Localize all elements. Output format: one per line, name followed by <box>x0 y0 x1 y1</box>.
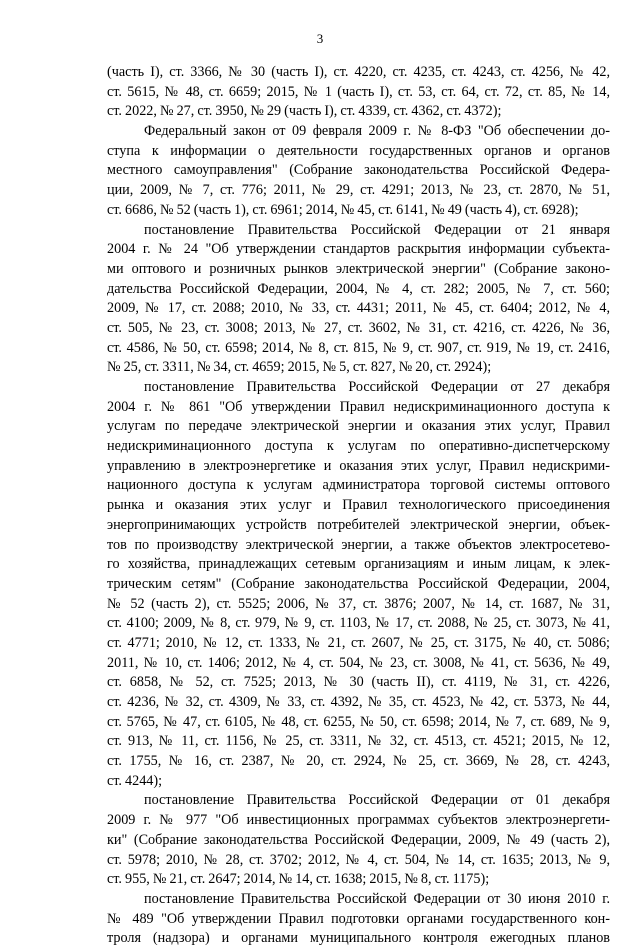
text-line: ст. 4244); <box>107 772 163 789</box>
text-line: тов по производству электрической энергии, а также объектов электросетево- <box>107 536 610 553</box>
text-line: ки" (Собрание законодательства Российской Федерации, 2009, № 49 (часть 2), <box>107 831 610 848</box>
text-line: трическим сетям" (Собрание законодательства Российской Федерации, 2004, <box>107 575 610 592</box>
text-line: ст. 5615, № 48, ст. 6659; 2015, № 1 (часть I), ст. 53, ст. 64, ст. 72, ст. 85, № 14, <box>107 83 610 100</box>
text-line: 2004 г. № 24 "Об утверждении стандартов раскрытия информации субъекта- <box>107 241 610 258</box>
text-line: № 52 (часть 2), ст. 5525; 2006, № 37, ст. 3876; 2007, № 14, ст. 1687, № 31, <box>107 595 610 612</box>
text-line: ст. 4236, № 32, ст. 4309, № 33, ст. 4392, № 35, ст. 4523, № 42, ст. 5373, № 44, <box>107 694 610 710</box>
document-body <box>107 63 610 949</box>
text-line: услугам по передаче электрической энергии и оказания этих услуг, Правил <box>107 418 610 435</box>
text-line: дательства Российской Федерации, 2004, № 4, ст. 282; 2005, № 7, ст. 560; <box>107 280 610 297</box>
paragraph-first-line: постановление Правительства Российской Федерации от 30 июня 2010 г. <box>144 890 610 907</box>
text-line: ступа к информации о деятельности государственных органов и органов <box>107 142 610 159</box>
text-line: ст. 6858, № 52, ст. 7525; 2013, № 30 (часть II), ст. 4119, № 31, ст. 4226, <box>107 674 610 691</box>
text-line: № 489 "Об утверждении Правил подготовки органами государственного кон- <box>107 910 610 927</box>
paragraph-first-line: постановление Правительства Российской Федерации от 01 декабря <box>144 792 610 809</box>
text-line: ст. 2022, № 27, ст. 3950, № 29 (часть I), ст. 4339, ст. 4362, ст. 4372); <box>107 103 502 120</box>
text-line: троля (надзора) и органами муниципального контроля ежегодных планов <box>107 930 610 947</box>
text-line: го хозяйства, принадлежащих сетевым организациям и иным лицам, к элек- <box>107 556 610 573</box>
text-line: ст. 4586, № 50, ст. 6598; 2014, № 8, ст. 815, № 9, ст. 907, ст. 919, № 19, ст. 2416, <box>107 339 610 356</box>
text-line: ст. 5765, № 47, ст. 6105, № 48, ст. 6255, № 50, ст. 6598; 2014, № 7, ст. 689, № 9, <box>107 713 610 730</box>
text-line: № 25, ст. 3311, № 34, ст. 4659; 2015, № 5, ст. 827, № 20, ст. 2924); <box>107 359 492 376</box>
text-line: рынка и оказания этих услуг и Правил технологического присоединения <box>107 497 610 514</box>
text-line: 2011, № 10, ст. 1406; 2012, № 4, ст. 504, № 23, ст. 3008, № 41, ст. 5636, № 49, <box>107 654 610 671</box>
text-line: 2009, № 17, ст. 2088; 2010, № 33, ст. 4431; 2011, № 45, ст. 6404; 2012, № 4, <box>107 300 610 317</box>
text-line: управлению в электроэнергетике и оказания этих услуг, Правил недискрими- <box>107 457 610 474</box>
text-line: национного доступа к услугам администратора торговой системы оптового <box>107 477 610 494</box>
text-line: недискриминационного доступа к услугам по оперативно-диспетчерскому <box>107 438 610 455</box>
text-line: местного самоуправления" (Собрание законодательства Российской Федера- <box>107 162 610 179</box>
text-line: ст. 1755, № 16, ст. 2387, № 20, ст. 2924, № 25, ст. 3669, № 28, ст. 4243, <box>107 753 610 770</box>
text-line: 2009 г. № 977 "Об инвестиционных программах субъектов электроэнергети- <box>107 812 610 829</box>
page-number: 3 <box>316 31 324 46</box>
text-line: энергопринимающих устройств потребителей электрической энергии, объек- <box>107 516 610 533</box>
paragraph-first-line: постановление Правительства Российской Федерации от 27 декабря <box>144 379 610 395</box>
text-line: ст. 4771; 2010, № 12, ст. 1333, № 21, ст. 2607, № 25, ст. 3175, № 40, ст. 5086; <box>107 634 610 651</box>
text-line: ст. 505, № 23, ст. 3008; 2013, № 27, ст. 3602, № 31, ст. 4216, ст. 4226, № 36, <box>107 319 610 336</box>
text-line: ции, 2009, № 7, ст. 776; 2011, № 29, ст. 4291; 2013, № 23, ст. 2870, № 51, <box>107 182 610 199</box>
text-line: ст. 913, № 11, ст. 1156, № 25, ст. 3311, № 32, ст. 4513, ст. 4521; 2015, № 12, <box>107 733 610 750</box>
paragraph-first-line: постановление Правительства Российской Федерации от 21 января <box>144 221 610 238</box>
text-line: (часть I), ст. 3366, № 30 (часть I), ст. 4220, ст. 4235, ст. 4243, ст. 4256, № 42, <box>107 64 610 80</box>
text-line: 2004 г. № 861 "Об утверждении Правил недискриминационного доступа к <box>107 398 610 415</box>
text-line: ст. 4100; 2009, № 8, ст. 979, № 9, ст. 1103, № 17, ст. 2088, № 25, ст. 3073, № 41, <box>107 615 610 632</box>
text-line: ст. 6686, № 52 (часть 1), ст. 6961; 2014, № 45, ст. 6141, № 49 (часть 4), ст. 6928); <box>107 201 579 218</box>
paragraph-first-line: Федеральный закон от 09 февраля 2009 г. № 8-ФЗ "Об обеспечении до- <box>144 123 610 140</box>
text-line: ми оптового и розничных рынков электрической энергии" (Собрание законо- <box>107 260 610 277</box>
text-line: ст. 955, № 21, ст. 2647; 2014, № 14, ст. 1638; 2015, № 8, ст. 1175); <box>107 871 490 888</box>
text-line: ст. 5978; 2010, № 28, ст. 3702; 2012, № 4, ст. 504, № 14, ст. 1635; 2013, № 9, <box>107 851 610 868</box>
